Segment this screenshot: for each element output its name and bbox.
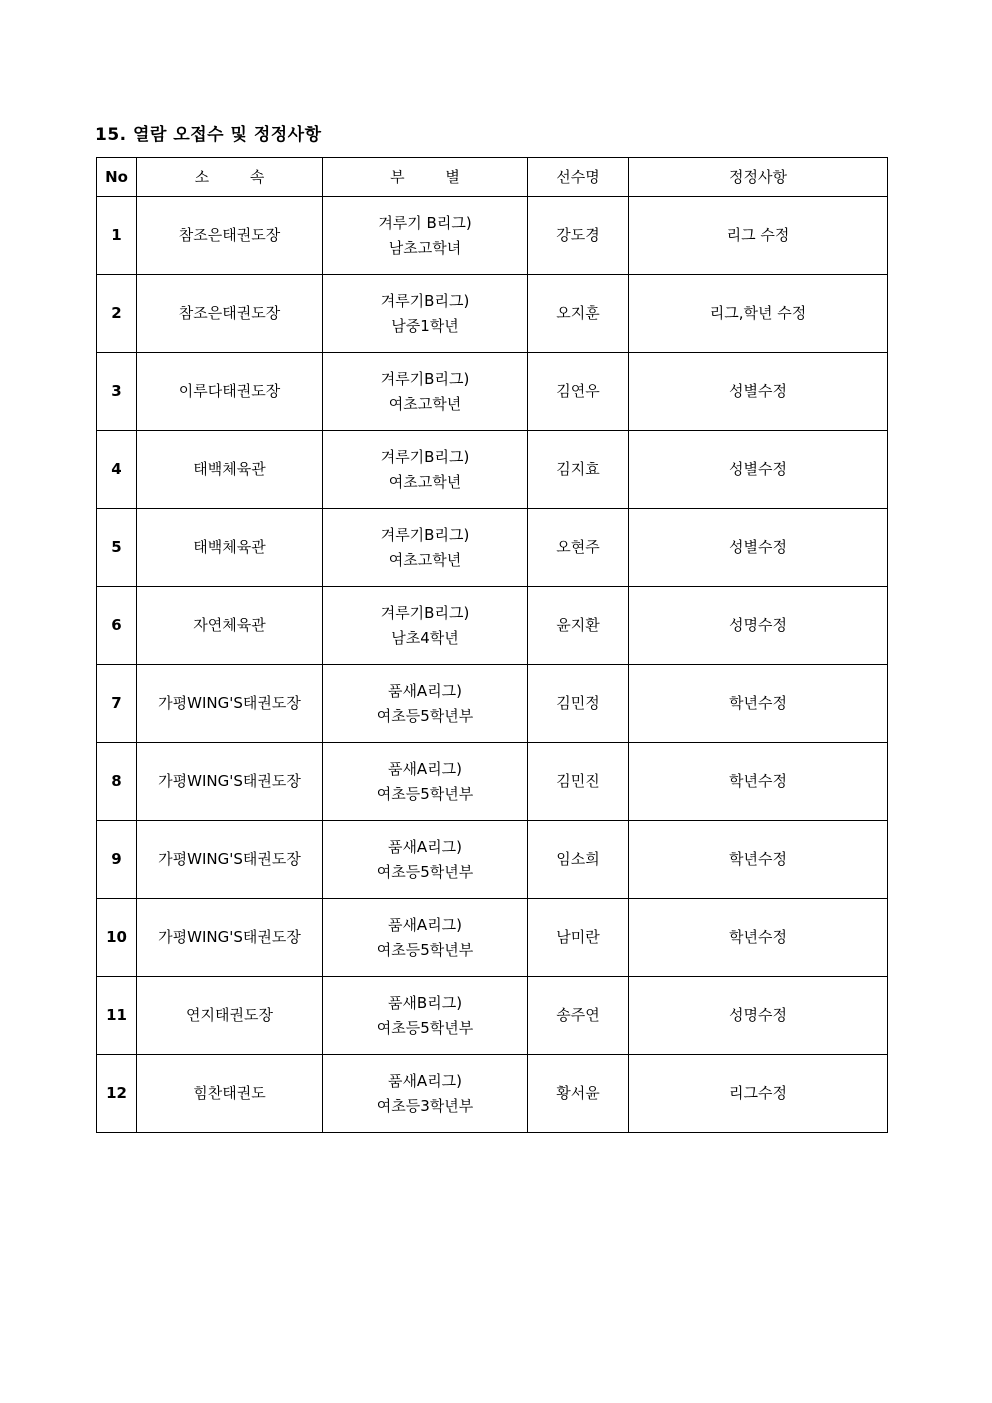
cell-no: 10 <box>97 899 137 977</box>
division-league: 겨루기B리그) <box>380 603 470 622</box>
cell-affiliation: 가평WING'S태권도장 <box>137 899 323 977</box>
division-category: 남초고학녀 <box>388 238 462 257</box>
cell-affiliation: 힘찬태권도 <box>137 1055 323 1133</box>
division-category: 여초고학년 <box>388 472 462 491</box>
division-category: 남초4학년 <box>391 628 459 647</box>
division-league: 겨루기B리그) <box>380 291 470 310</box>
cell-correction: 학년수정 <box>629 743 888 821</box>
header-athlete: 선수명 <box>528 158 629 197</box>
table-row <box>97 353 888 431</box>
cell-correction: 리그수정 <box>629 1055 888 1133</box>
cell-affiliation: 태백체육관 <box>137 431 323 509</box>
cell-affiliation: 참조은태권도장 <box>137 275 323 353</box>
cell-affiliation: 가평WING'S태권도장 <box>137 665 323 743</box>
cell-affiliation: 이루다태권도장 <box>137 353 323 431</box>
division-league: 품새A리그) <box>387 681 463 700</box>
division-category: 여초등5학년부 <box>376 940 474 959</box>
cell-athlete: 윤지환 <box>528 587 629 665</box>
cell-no: 2 <box>97 275 137 353</box>
table-row <box>97 197 888 275</box>
table-row <box>97 665 888 743</box>
cell-division <box>323 587 528 665</box>
cell-athlete: 김민진 <box>528 743 629 821</box>
cell-no: 12 <box>97 1055 137 1133</box>
cell-division <box>323 899 528 977</box>
cell-division <box>323 743 528 821</box>
division-category: 여초등5학년부 <box>376 862 474 881</box>
header-affiliation <box>137 158 323 197</box>
cell-correction: 성별수정 <box>629 431 888 509</box>
cell-athlete: 김민정 <box>528 665 629 743</box>
table-row <box>97 587 888 665</box>
cell-correction: 학년수정 <box>629 899 888 977</box>
division-league: 품새A리그) <box>387 1071 463 1090</box>
cell-correction: 성별수정 <box>629 353 888 431</box>
cell-division <box>323 353 528 431</box>
division-category: 여초고학년 <box>388 550 462 569</box>
cell-division <box>323 197 528 275</box>
division-league: 겨루기 B리그) <box>378 213 472 232</box>
header-division-label: 부 별 <box>390 167 478 186</box>
cell-athlete: 임소희 <box>528 821 629 899</box>
cell-no: 5 <box>97 509 137 587</box>
cell-athlete: 김연우 <box>528 353 629 431</box>
cell-athlete: 오지훈 <box>528 275 629 353</box>
header-correction: 정정사항 <box>629 158 888 197</box>
division-category: 여초등5학년부 <box>376 1018 474 1037</box>
cell-affiliation: 연지태권도장 <box>137 977 323 1055</box>
cell-division <box>323 275 528 353</box>
cell-no: 8 <box>97 743 137 821</box>
header-affiliation-label: 소 속 <box>194 167 283 186</box>
page-title: 15. 열람 오접수 및 정정사항 <box>95 125 322 145</box>
cell-correction: 리그,학년 수정 <box>629 275 888 353</box>
cell-no: 6 <box>97 587 137 665</box>
division-league: 겨루기B리그) <box>380 447 470 466</box>
cell-division <box>323 665 528 743</box>
header-row <box>97 158 888 197</box>
cell-no: 11 <box>97 977 137 1055</box>
cell-division <box>323 821 528 899</box>
table-row <box>97 899 888 977</box>
table-row <box>97 1055 888 1133</box>
division-category: 여초등5학년부 <box>376 784 474 803</box>
cell-no: 7 <box>97 665 137 743</box>
cell-athlete: 김지효 <box>528 431 629 509</box>
cell-affiliation: 참조은태권도장 <box>137 197 323 275</box>
corrections-table <box>96 157 888 1133</box>
cell-no: 4 <box>97 431 137 509</box>
cell-division <box>323 431 528 509</box>
cell-athlete: 오현주 <box>528 509 629 587</box>
division-league: 품새A리그) <box>387 837 463 856</box>
cell-correction: 성명수정 <box>629 977 888 1055</box>
cell-athlete: 황서윤 <box>528 1055 629 1133</box>
table-row <box>97 743 888 821</box>
table-row <box>97 821 888 899</box>
cell-division <box>323 977 528 1055</box>
division-league: 품새A리그) <box>387 759 463 778</box>
cell-athlete: 송주연 <box>528 977 629 1055</box>
cell-correction: 성별수정 <box>629 509 888 587</box>
cell-division <box>323 509 528 587</box>
cell-division <box>323 1055 528 1133</box>
division-league: 겨루기B리그) <box>380 369 470 388</box>
division-league: 품새B리그) <box>387 993 463 1012</box>
cell-athlete: 남미란 <box>528 899 629 977</box>
division-category: 여초고학년 <box>388 394 462 413</box>
table-row <box>97 275 888 353</box>
division-league: 겨루기B리그) <box>380 525 470 544</box>
cell-correction: 리그 수정 <box>629 197 888 275</box>
cell-affiliation: 자연체육관 <box>137 587 323 665</box>
cell-correction: 학년수정 <box>629 821 888 899</box>
division-league: 품새A리그) <box>387 915 463 934</box>
table-row <box>97 509 888 587</box>
division-category: 남중1학년 <box>391 316 459 335</box>
cell-affiliation: 태백체육관 <box>137 509 323 587</box>
division-category: 여초등5학년부 <box>376 706 474 725</box>
cell-no: 1 <box>97 197 137 275</box>
table-row <box>97 431 888 509</box>
cell-no: 3 <box>97 353 137 431</box>
header-division <box>323 158 528 197</box>
table-row <box>97 977 888 1055</box>
cell-affiliation: 가평WING'S태권도장 <box>137 743 323 821</box>
division-category: 여초등3학년부 <box>376 1096 474 1115</box>
cell-athlete: 강도경 <box>528 197 629 275</box>
header-no: No <box>97 158 137 197</box>
cell-correction: 성명수정 <box>629 587 888 665</box>
cell-correction: 학년수정 <box>629 665 888 743</box>
cell-affiliation: 가평WING'S태권도장 <box>137 821 323 899</box>
cell-no: 9 <box>97 821 137 899</box>
